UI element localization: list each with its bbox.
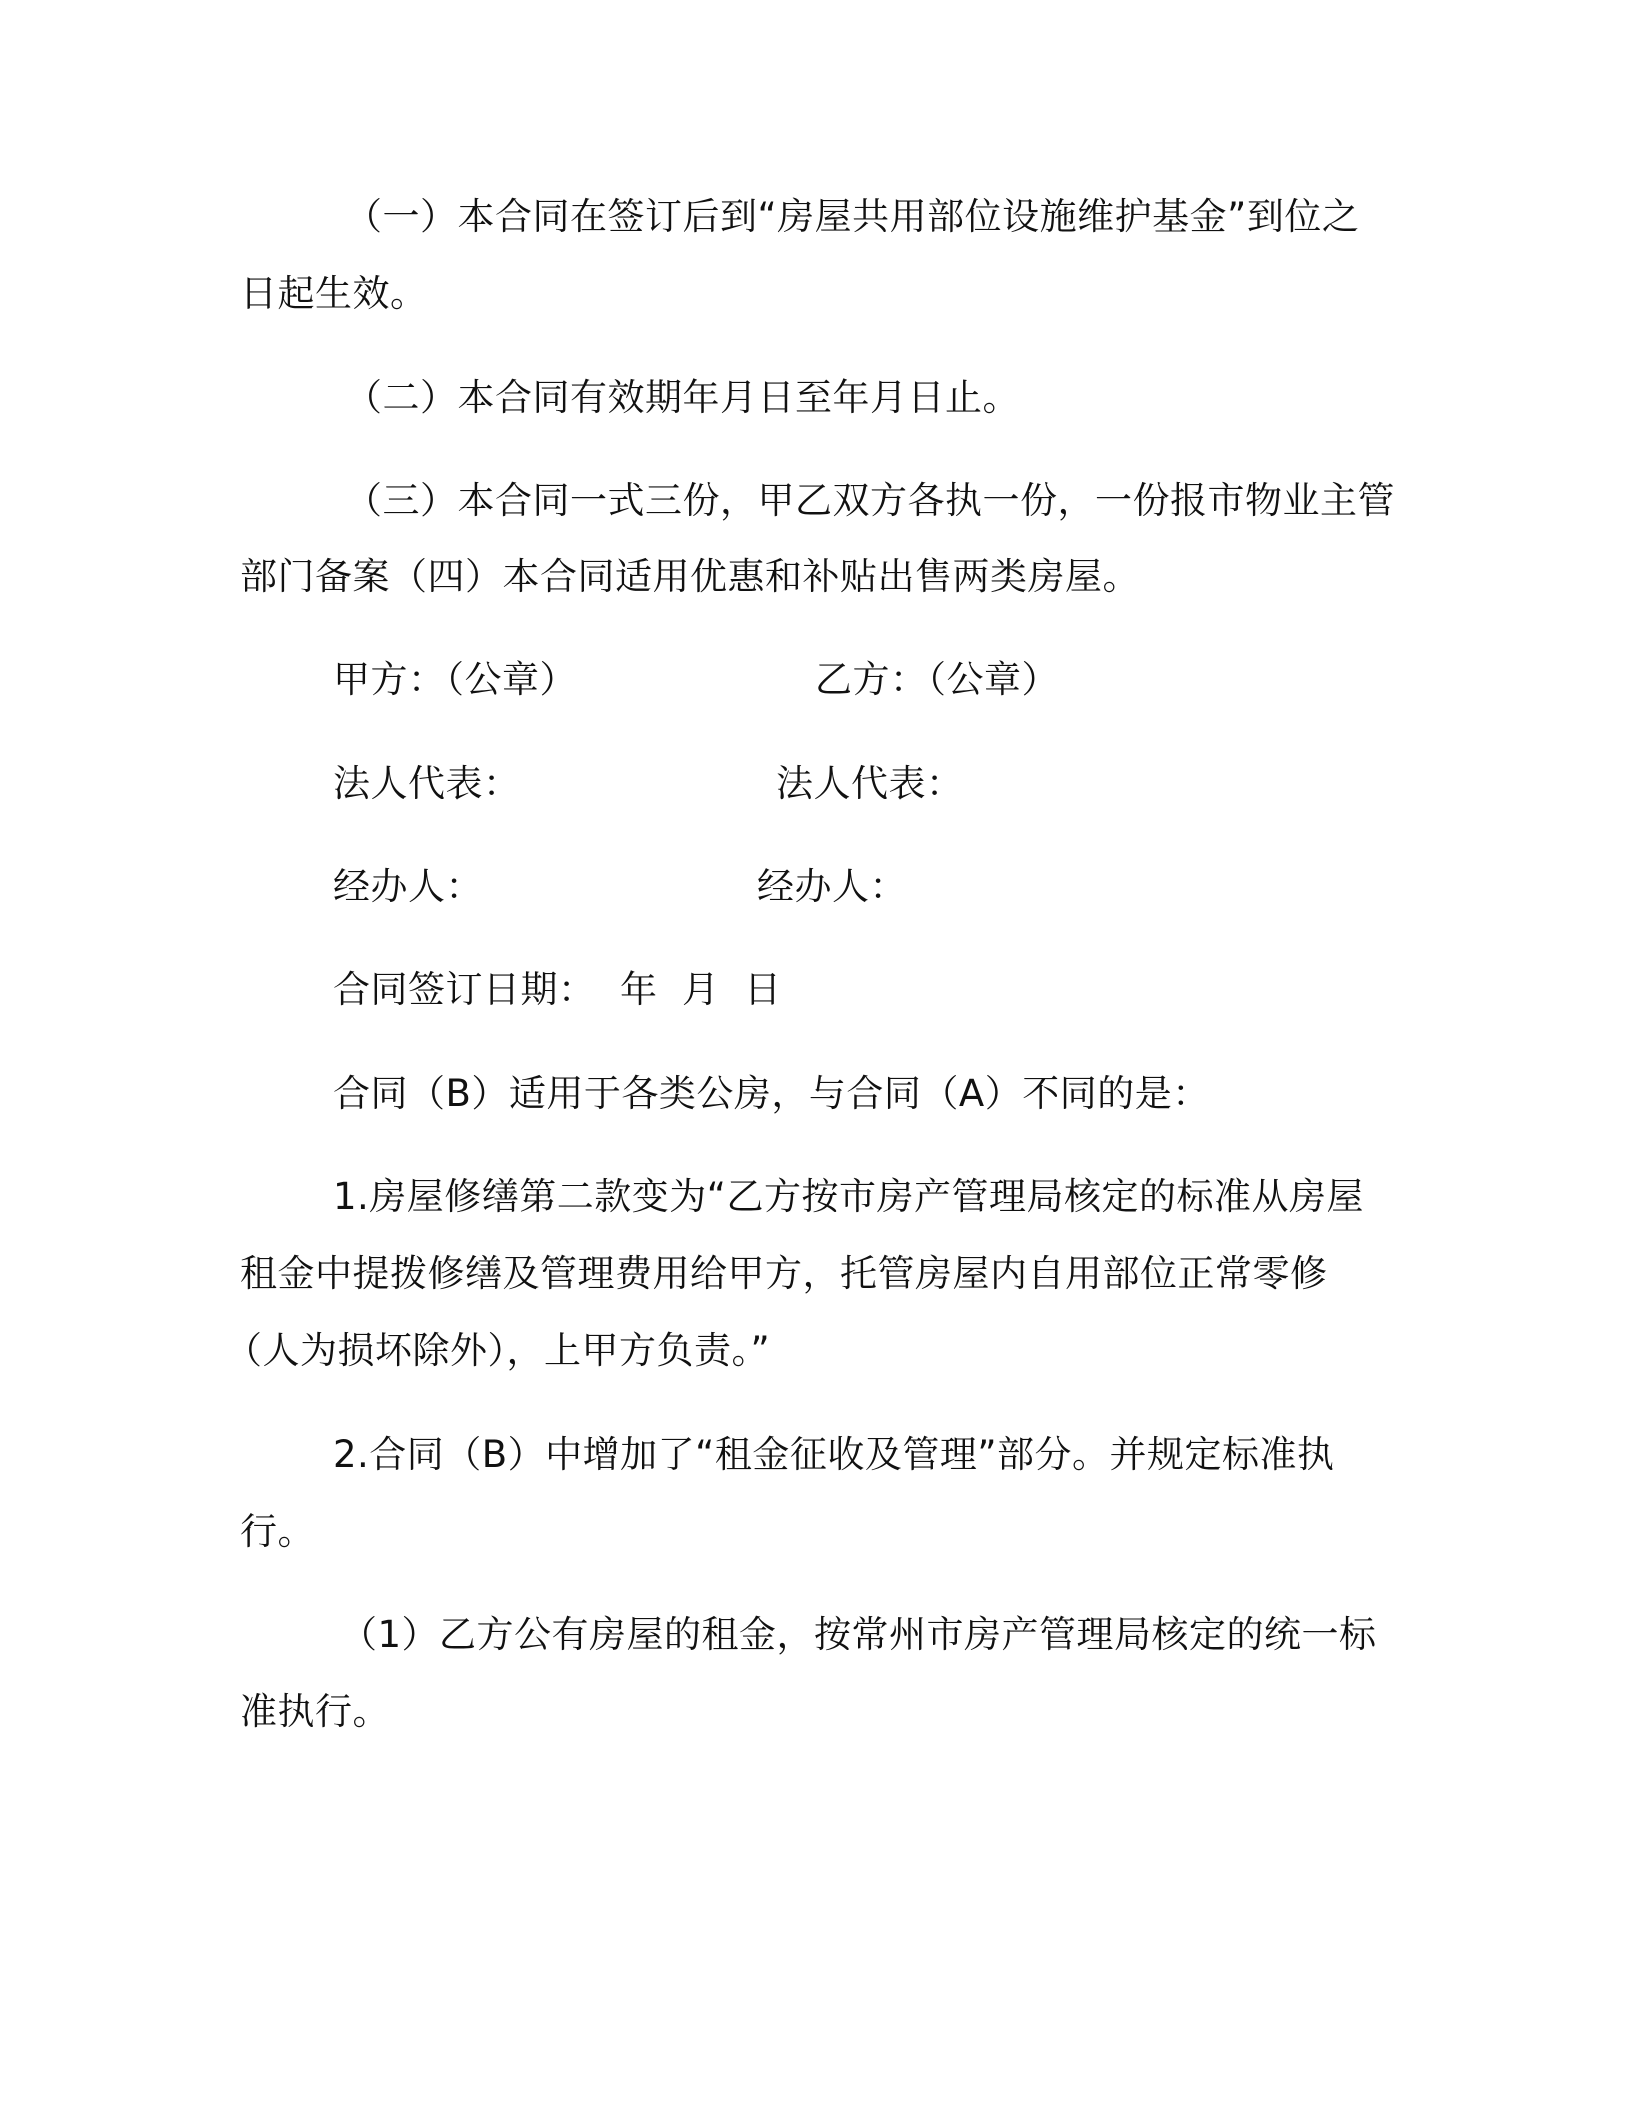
- para-1-line-2: 日起生效。: [240, 272, 428, 315]
- party-b-legal-rep: 法人代表：: [776, 762, 964, 805]
- party-b-seal: 乙方：（公章）: [815, 658, 1059, 701]
- item-1-line-3: （人为损坏除外），上甲方负责。”: [225, 1329, 771, 1372]
- party-b-agent: 经办人：: [757, 865, 907, 908]
- party-a-agent: 经办人：: [333, 865, 483, 908]
- para-3-line-1: （三）本合同一式三份，甲乙双方各执一份，一份报市物业主管: [345, 479, 1395, 522]
- contract-b-intro: 合同（B）适用于各类公房，与合同（A）不同的是：: [333, 1072, 1210, 1115]
- item-2-line-2: 行。: [240, 1510, 315, 1553]
- item-1-line-1: 1.房屋修缮第二款变为“乙方按市房产管理局核定的标准从房屋: [333, 1175, 1364, 1218]
- para-2-line-1: （二）本合同有效期年月日至年月日止。: [345, 376, 1020, 419]
- para-3-line-2: 部门备案（四）本合同适用优惠和补贴出售两类房屋。: [240, 555, 1140, 598]
- item-3-line-2: 准执行。: [240, 1690, 390, 1733]
- item-3-line-1: （1）乙方公有房屋的租金，按常州市房产管理局核定的统一标: [340, 1613, 1377, 1656]
- item-2-line-1: 2.合同（B）中增加了“租金征收及管理”部分。并规定标准执: [333, 1433, 1335, 1476]
- para-1-line-1: （一）本合同在签订后到“房屋共用部位设施维护基金”到位之: [345, 195, 1360, 238]
- party-a-legal-rep: 法人代表：: [333, 762, 521, 805]
- item-1-line-2: 租金中提拨修缮及管理费用给甲方，托管房屋内自用部位正常零修: [240, 1252, 1328, 1295]
- sign-date: 合同签订日期： 年 月 日: [333, 968, 782, 1011]
- party-a-seal: 甲方：（公章）: [333, 658, 577, 701]
